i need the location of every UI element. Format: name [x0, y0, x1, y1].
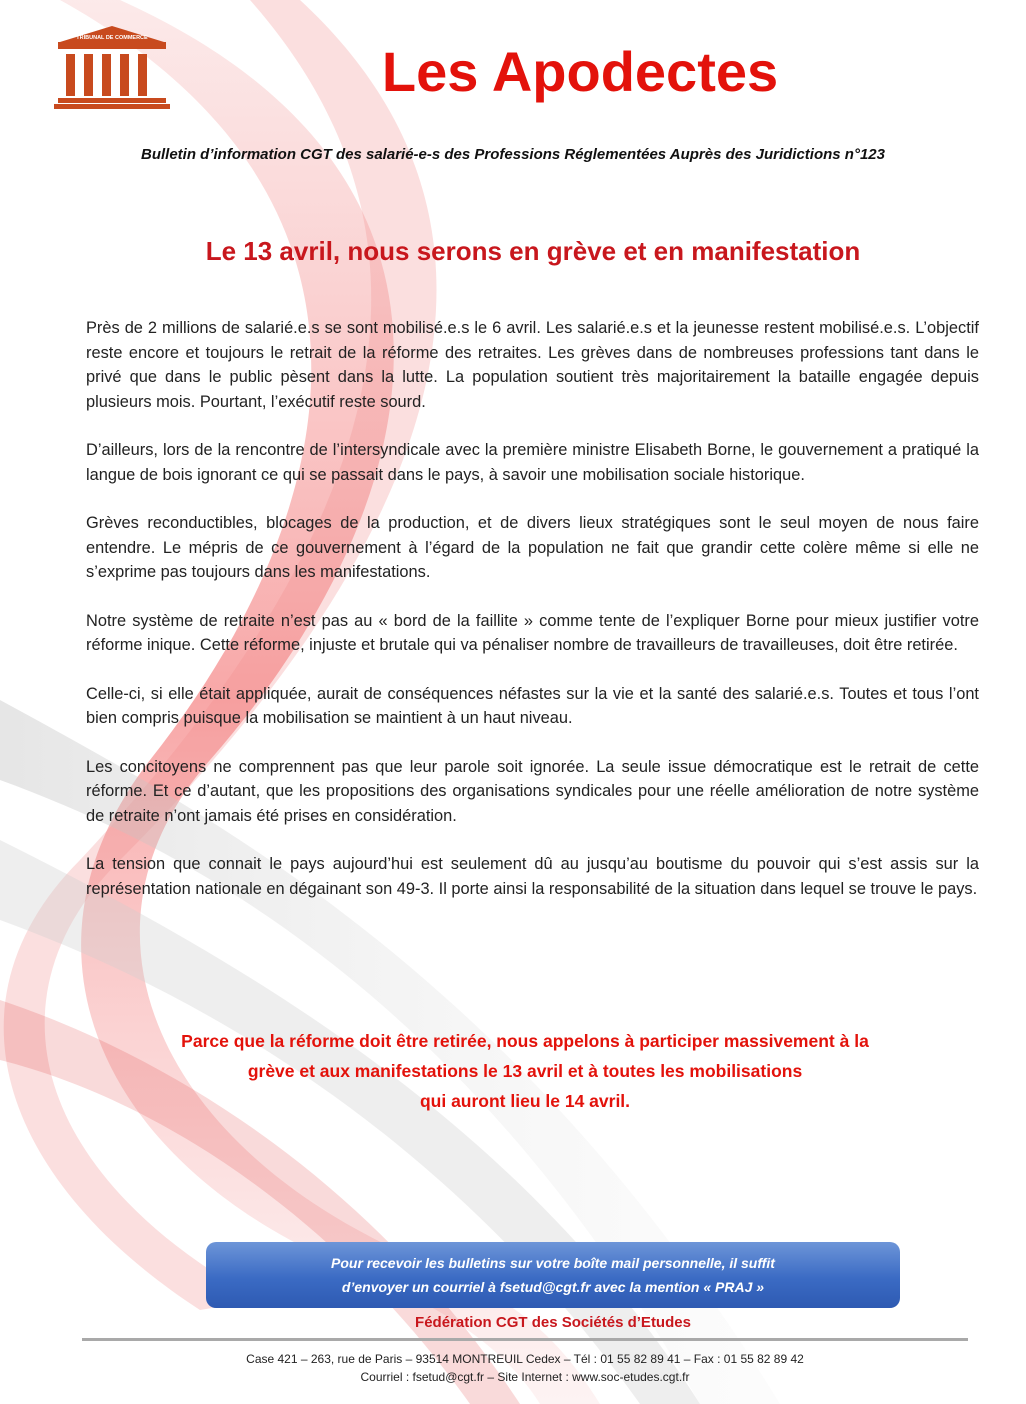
contact-line: Courriel : fsetud@cgt.fr – Site Internet : www.soc-etudes.cgt.fr: [360, 1370, 690, 1384]
paragraph: Notre système de retraite n’est pas au « bord de la faillite » comme tente de l’expliquer Borne pour mieux justifier votre réforme inique. Cette réforme, injuste et brutale qui va pénaliser nombre de travailleurs de travailleuses, doit être retirée.: [86, 611, 979, 654]
article-headline: Le 13 avril, nous serons en grève et en manifestation: [205, 236, 861, 266]
paragraph: Grèves reconductibles, blocages de la production, et de divers lieux stratégiques sont le seul moyen de nous faire entendre. Le mépris de ce gouvernement à l’égard de la population ne fait que grandir cette colère même si elle ne s’exprime pas toujours dans les manifestations.: [86, 514, 979, 581]
federation-name: Fédération CGT des Sociétés d’Etudes: [415, 1314, 691, 1331]
call-to-action: [90, 1026, 960, 1116]
paragraph: Celle-ci, si elle était appliquée, aurait de conséquences néfastes sur la vie et la santé des salarié.e.s. Toutes et tous l’ont bien compris puisque la mobilisation se maintient à un haut niveau.: [86, 684, 979, 727]
call-to-action-line: qui auront lieu le 14 avril.: [419, 1091, 631, 1111]
subscription-line-2: [206, 1275, 900, 1299]
subscription-prefix: d’envoyer un courriel à fsetud@cgt.fr avec la mention «: [341, 1279, 716, 1295]
subscription-line-1: Pour recevoir les bulletins sur votre boîte mail personnelle, il suffit: [331, 1255, 775, 1271]
call-to-action-line: grève et aux manifestations le 13 avril et à toutes les mobilisations: [247, 1061, 803, 1081]
article-body: [86, 316, 979, 925]
footer-divider: [82, 1338, 968, 1341]
bulletin-subtitle: Bulletin d’information CGT des salarié-e-s des Professions Réglementées Auprès des Juridictions n°123: [141, 146, 885, 163]
svg-text:TRIBUNAL DE COMMERCE: TRIBUNAL DE COMMERCE: [76, 35, 148, 41]
subscription-keyword: PRAJ: [715, 1279, 753, 1295]
contact-address: [100, 1350, 950, 1386]
paragraph: La tension que connait le pays aujourd’hui est seulement dû au jusqu’au boutisme du pouvoir qui s’est assis sur la représentation nationale en dégainant son 49-3. Il porte ainsi la responsabilité de la situation dans lequel se trouve le pays.: [86, 855, 979, 898]
bulletin-title: Les Apodectes: [381, 40, 779, 103]
address-line: Case 421 – 263, rue de Paris – 93514 MONTREUIL Cedex – Tél : 01 55 82 89 41 – Fax : 01 55 82 89 42: [246, 1352, 804, 1366]
courthouse-logo-icon: [52, 22, 172, 110]
subscription-suffix: »: [752, 1279, 765, 1295]
paragraph: Les concitoyens ne comprennent pas que leur parole soit ignorée. La seule issue démocratique est le retrait de cette réforme. Et ce d’autant, que les propositions des organisations syndicales pour une réelle amélioration de notre système de retraite n’ont jamais été prises en considération.: [86, 757, 979, 825]
call-to-action-line: Parce que la réforme doit être retirée, nous appelons à participer massivement à la: [181, 1031, 869, 1051]
subscription-info-box: [206, 1242, 900, 1308]
paragraph: Près de 2 millions de salarié.e.s se sont mobilisé.e.s le 6 avril. Les salarié.e.s et la jeunesse restent mobilisé.e.s. L’objectif reste encore et toujours le retrait de la réforme des retraites. Les grèves dans de nombreuses professions tant dans le privé que dans le public pèsent dans la lutte. La population soutient très majoritairement la bataille engagée depuis plusieurs mois. Pourtant, l’exécutif reste sourd.: [86, 319, 979, 411]
paragraph: D’ailleurs, lors de la rencontre de l’intersyndicale avec la première ministre Elisabeth Borne, le gouvernement a pratiqué la langue de bois ignorant ce qui se passait dans le pays, à savoir une mobilisation sociale historique.: [86, 441, 979, 484]
